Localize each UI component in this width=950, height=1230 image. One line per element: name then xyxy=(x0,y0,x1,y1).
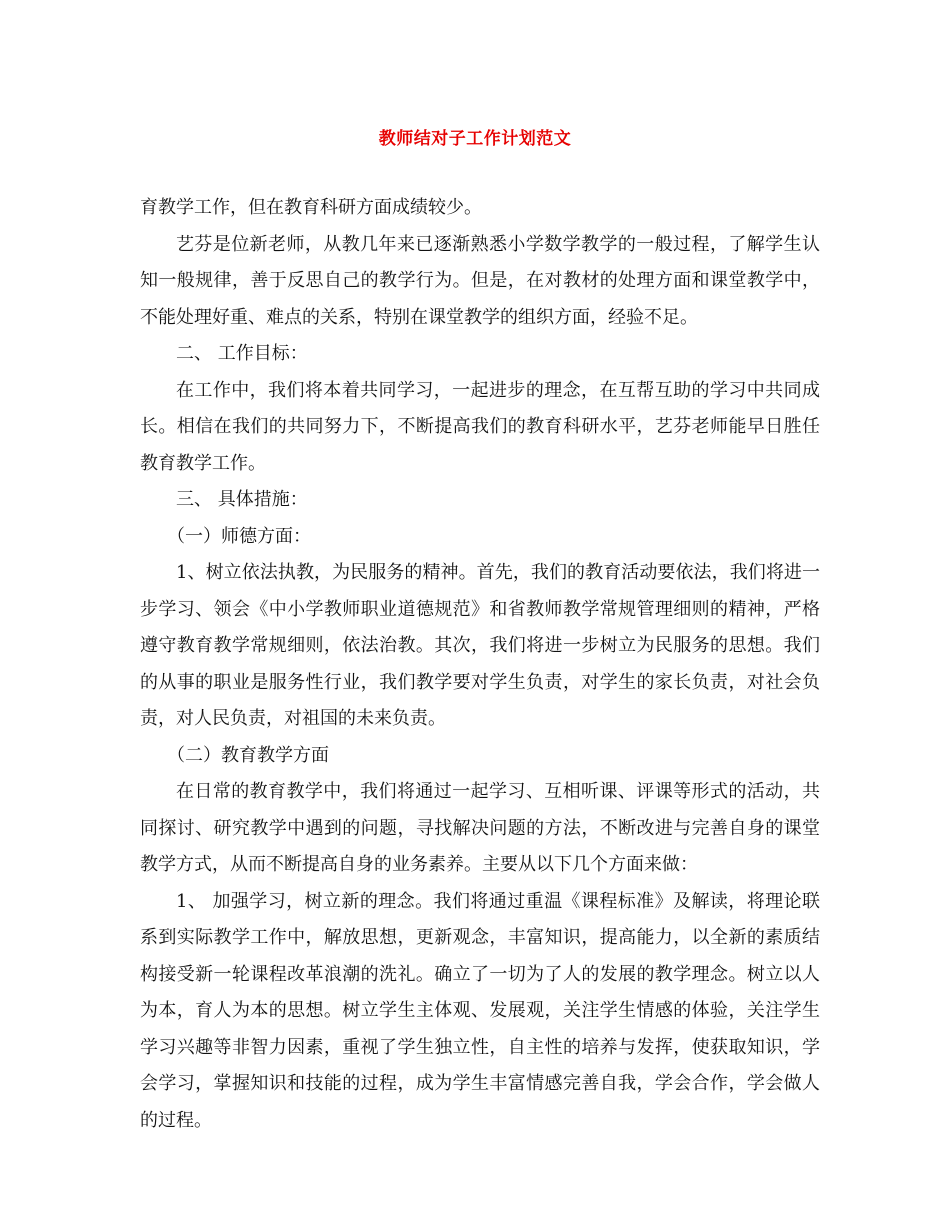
paragraph-1: 育教学工作，但在教育科研方面成绩较少。 xyxy=(140,197,482,218)
paragraph-10: 1、 加强学习，树立新的理念。我们将通过重温《课程标准》及解读，将理论联系到实际教学工作中，解放思想，更新观念，丰富知识，提高能力，以全新的素质结构接受新一轮课程改革浪潮的洗礼。确立了一切为了人的发展的教学理念。树立以人为本，育人为本的思想。树立学生主体观、发展观，关注学生情感的体验，关注学生学习兴趣等非智力因素，重视了学生独立性，自主性的培养与发挥，使获取知识，学会学习，掌握知识和技能的过程，成为学生丰富情感完善自我，学会合作，学会做人的过程。 xyxy=(140,890,820,1131)
subheading-teaching: （二）教育教学方面 xyxy=(167,744,329,766)
section-heading-measures: 三、 具体措施： xyxy=(176,489,308,510)
subheading-ethics: （一）师德方面： xyxy=(167,525,311,547)
paragraph-7: 1、树立依法执教，为民服务的精神。首先，我们的教育活动要依法，我们将进一步学习、领会《中小学教师职业道德规范》和省教师教学常规管理细则的精神，严格遵守教育教学常规细则，依法治教。其次，我们将进一步树立为民服务的思想。我们的从事的职业是服务性行业，我们教学要对学生负责，对学生的家长负责，对社会负责，对人民负责，对祖国的未来负责。 xyxy=(140,562,820,729)
paragraph-2: 艺芬是位新老师，从教几年来已逐渐熟悉小学数学教学的一般过程，了解学生认知一般规律，善于反思自己的教学行为。但是，在对教材的处理方面和课堂教学中，不能处理好重、难点的关系，特别在课堂教学的组织方面，经验不足。 xyxy=(140,233,820,328)
paragraph-4: 在工作中，我们将本着共同学习，一起进步的理念，在互帮互助的学习中共同成长。相信在我们的共同努力下，不断提高我们的教育科研水平，艺芬老师能早日胜任教育教学工作。 xyxy=(140,379,820,474)
document-title: 教师结对子工作计划范文 xyxy=(378,129,572,149)
section-heading-goals: 二、 工作目标： xyxy=(176,343,308,364)
paragraph-9: 在日常的教育教学中，我们将通过一起学习、互相听课、评课等形式的活动，共同探讨、研究教学中遇到的问题，寻找解决问题的方法，不断改进与完善自身的课堂教学方式，从而不断提高自身的业务素养。主要从以下几个方面来做： xyxy=(140,781,820,875)
document-body xyxy=(140,190,820,1139)
